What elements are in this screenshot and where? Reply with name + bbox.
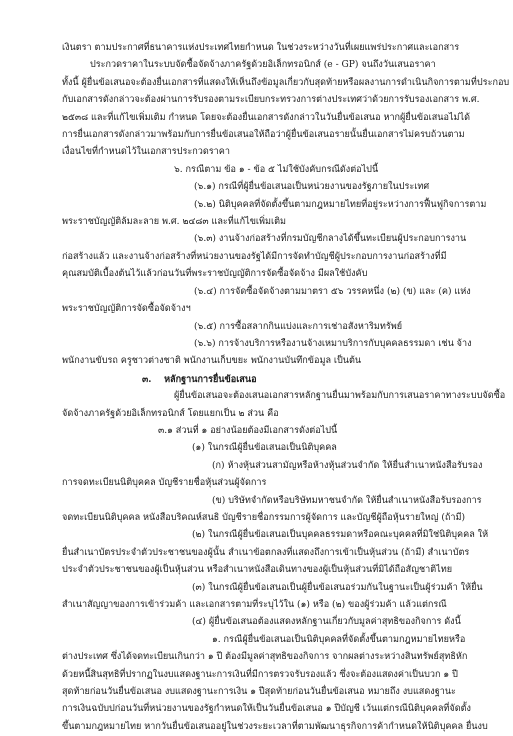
item-6-2-line2: พระราชบัญญัติล้มละลาย พ.ศ. ๒๔๘๓ และที่แก้ไขเพิ่มเติม (62, 217, 287, 228)
sub-item-1b-line1: (ข) บริษัทจำกัดหรือบริษัทมหาชนจำกัด ให้ยื่นสำเนาหนังสือรับรองการ (212, 495, 482, 506)
item-6-5: (๖.๕) การซื้อสลากกินแบ่งและการเช่าอสังหาริมทรัพย์ (194, 321, 403, 332)
sub-item-4: (๔) ผู้ยื่นข้อเสนอต้องแสดงหลักฐานเกี่ยวกับมูลค่าสุทธิของกิจการ ดังนี้ (192, 617, 461, 628)
section-heading (62, 371, 467, 388)
item-6-6-line2: พนักงานขับรถ ครูชาวต่างชาติ พนักงานเก็บขยะ พนักงานบันทึกข้อมูล เป็นต้น (62, 356, 362, 367)
section-number: ๓. (142, 373, 152, 385)
text-line: ประกวดราคาในระบบจัดซื้อจัดจ้างภาครัฐด้วยอิเล็กทรอนิกส์ (e - GP) จนถึงวันเสนอราคา (90, 60, 436, 71)
item-6-3-line2: ก่อสร้างแล้ว และงานจ้างก่อสร้างที่หน่วยงานของรัฐได้มีการจัดทำบัญชีผู้ประกอบการงานก่อสร้างที่มี (62, 251, 447, 262)
item-6-4-line2: พระราชบัญญัติการจัดซื้อจัดจ้างฯ (62, 304, 191, 315)
item-6-1: (๖.๑) กรณีที่ผู้ยื่นข้อเสนอเป็นหน่วยงานของรัฐภายในประเทศ (194, 182, 430, 193)
section-title: หลักฐานการยื่นข้อเสนอ (164, 373, 257, 385)
text-line: ๒๕๓๘ และที่แก้ไขเพิ่มเติม กำหนด โดยจะต้องยื่นเอกสารดังกล่าวในวันยื่นข้อเสนอ หากผู้ยื่นข้อเสนอไม่ได้ (62, 112, 470, 123)
intro-paragraph (62, 40, 510, 162)
item-6-3-line1: (๖.๓) งานจ้างก่อสร้างที่กรมบัญชีกลางได้ขึ้นทะเบียนผู้ประกอบการงาน (194, 234, 467, 245)
sub-item-4-1-line1: ๑. กรณีผู้ยื่นข้อเสนอเป็นนิติบุคคลที่จัดตั้งขึ้นตามกฎหมายไทยหรือ (212, 634, 466, 645)
sub-item-3-line1: (๓) ในกรณีผู้ยื่นข้อเสนอเป็นผู้ยื่นข้อเสนอร่วมกันในฐานะเป็นผู้ร่วมค้า ให้ยื่น (192, 582, 483, 593)
part-3-1: ๓.๑ ส่วนที่ ๑ อย่างน้อยต้องมีเอกสารดังต่อไปนี้ (158, 425, 338, 436)
sub-item-2-line2: ยื่นสำเนาบัตรประจำตัวประชาชนของผู้นั้น สำเนาข้อตกลงที่แสดงถึงการเข้าเป็นหุ้นส่วน (ถ้ามี) สำเนาบัตร (62, 547, 470, 558)
section-intro-line2: จัดจ้างภาครัฐด้วยอิเล็กทรอนิกส์ โดยแยกเป็น ๒ ส่วน คือ (62, 408, 279, 419)
section-intro-line1: ผู้ยื่นข้อเสนอจะต้องเสนอเอกสารหลักฐานยื่นมาพร้อมกับการเสนอราคาทางระบบจัดซื้อ (174, 391, 506, 402)
sub-item-2-line1: (๒) ในกรณีผู้ยื่นข้อเสนอเป็นบุคคลธรรมดาหรือคณะบุคคลที่มิใช่นิติบุคคล ให้ (192, 530, 489, 541)
item-6-2-line1: (๖.๒) นิติบุคคลที่จัดตั้งขึ้นตามกฎหมายไทยที่อยู่ระหว่างการฟื้นฟูกิจการตาม (194, 199, 487, 210)
item-6-3-line3: คุณสมบัติเบื้องต้นไว้แล้วก่อนวันที่พระราชบัญญัติการจัดซื้อจัดจ้าง มีผลใช้บังคับ (62, 269, 368, 280)
sub-item-1b-line2: จดทะเบียนนิติบุคคล หนังสือบริคณห์สนธิ บัญชีรายชื่อกรรมการผู้จัดการ และบัญชีผู้ถือหุ้นรายใหญ่ (ถ้ามี) (62, 512, 466, 523)
sub-item-1a-line1: (ก) ห้างหุ้นส่วนสามัญหรือห้างหุ้นส่วนจำกัด ให้ยื่นสำเนาหนังสือรับรอง (212, 460, 483, 471)
sub-item-1: (๑) ในกรณีผู้ยื่นข้อเสนอเป็นนิติบุคคล (192, 443, 337, 454)
sub-item-4-1-line2: ต่างประเทศ ซึ่งได้จดทะเบียนเกินกว่า ๑ ปี ต้องมีมูลค่าสุทธิของกิจการ จากผลต่างระหว่างสินทรัพย์สุทธิหัก (62, 652, 468, 663)
item-6: ๖. กรณีตาม ข้อ ๑ - ข้อ ๕ ไม่ใช้บังคับกรณีดังต่อไปนี้ (174, 164, 379, 175)
item-6-6-line1: (๖.๖) การจ้างบริการหรืองานจ้างเหมาบริการกับบุคคลธรรมดา เช่น จ้าง (194, 338, 472, 349)
item-6-4-line1: (๖.๔) การจัดซื้อจัดจ้างตามมาตรา ๕๖ วรรคหนึ่ง (๒) (ข) และ (ค) แห่ง (194, 286, 471, 297)
text-line: กับเอกสารดังกล่าวจะต้องผ่านการรับรองตามระเบียบกระทรวงการต่างประเทศว่าด้วยการรับรองเอกสาร พ.ศ. (62, 95, 480, 106)
sub-item-4-1-line5: การเงินฉบับปก่อนวันที่หน่วยงานของรัฐกำหนดให้เป็นวันยื่นข้อเสนอ ๑ ปีบัญชี เว้นแต่กรณีนิติบุคคลที่จัดตั้ง (62, 704, 471, 715)
text-line: เงินตรา ตามประกาศที่ธนาคารแห่งประเทศไทยกำหนด ในช่วงระหว่างวันที่เผยแพร่ประกาศและเอกสาร (62, 43, 460, 53)
sub-item-4-1-line3: ด้วยหนี้สินสุทธิที่ปรากฏในงบแสดงฐานะการเงินที่มีการตรวจรับรองแล้ว ซึ่งจะต้องแสดงค่าเป็นบวก ๑ ปี (62, 669, 458, 680)
text-line: ทั้งนี้ ผู้ยื่นข้อเสนอจะต้องยื่นเอกสารที่แสดงให้เห็นถึงข้อมูลเกี่ยวกับสุดท้ายหรือผลงานการดำเนินกิจการตามที่ประกอบ (62, 77, 510, 88)
sub-item-1a-line2: การจดทะเบียนนิติบุคคล บัญชีรายชื่อหุ้นส่วนผู้จัดการ (62, 478, 267, 489)
sub-item-2-line3: ประจำตัวประชาชนของผู้เป็นหุ้นส่วน หรือสำเนาหนังสือเดินทางของผู้เป็นหุ้นส่วนที่มิได้ถือสัญชาติไทย (62, 565, 453, 576)
sub-item-4-1-line4: สุดท้ายก่อนวันยื่นข้อเสนอ งบแสดงฐานะการเงิน ๑ ปีสุดท้ายก่อนวันยื่นข้อเสนอ หมายถึง งบแสดงฐานะ (62, 687, 456, 698)
text-line: การยื่นเอกสารดังกล่าวมาพร้อมกับการยื่นข้อเสนอให้ถือว่าผู้ยื่นข้อเสนอรายนั้นยื่นเอกสารไม่ครบถ้วนตาม (62, 130, 465, 141)
sub-item-4-1-line6: ขึ้นตามกฎหมายไทย หากวันยื่นข้อเสนออยู่ในช่วงระยะเวลาที่ตามพัฒนาธุรกิจการค้ากำหนดให้นิติบุคคล ยื่นงบ (62, 721, 488, 732)
sub-item-3-line2: สำเนาสัญญาของการเข้าร่วมค้า และเอกสารตามที่ระบุไว้ใน (๑) หรือ (๒) ของผู้ร่วมค้า แล้วแต่กรณี (62, 600, 447, 610)
text-line: เงื่อนไขที่กำหนดไว้ในเอกสารประกวดราคา (62, 147, 230, 158)
